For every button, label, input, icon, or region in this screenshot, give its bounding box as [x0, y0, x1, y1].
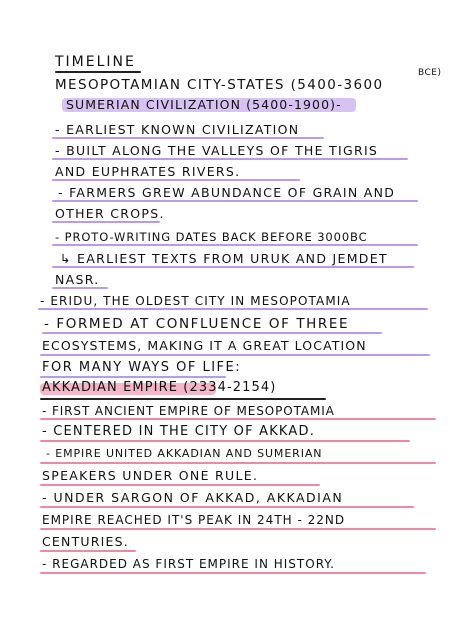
- note-line: ECOSYSTEMS, MAKING IT A GREAT LOCATION: [42, 338, 367, 353]
- note-line: ↳ EARLIEST TEXTS FROM URUK AND JEMDET: [60, 251, 388, 266]
- note-line: - FIRST ANCIENT EMPIRE OF MESOPOTAMIA: [42, 404, 335, 418]
- line-underline: [40, 528, 436, 530]
- note-line: - FARMERS GREW ABUNDANCE OF GRAIN AND: [58, 185, 396, 200]
- page-title: TIMELINE: [55, 54, 136, 70]
- note-line: OTHER CROPS.: [55, 206, 165, 221]
- note-line: - REGARDED AS FIRST EMPIRE IN HISTORY.: [42, 557, 335, 571]
- title-underline: [55, 71, 141, 73]
- note-line: CENTURIES.: [42, 534, 129, 549]
- line-underline: [40, 550, 136, 552]
- line-underline: [40, 572, 426, 574]
- note-line: - EARLIEST KNOWN CIVILIZATION: [55, 122, 300, 137]
- heading-underline: [40, 398, 326, 400]
- note-line: - EMPIRE UNITED AKKADIAN AND SUMERIAN: [46, 447, 323, 460]
- line-underline: [40, 484, 320, 486]
- line-underline: [52, 221, 160, 223]
- line-underline: [40, 376, 226, 378]
- note-line: - ERIDU, THE OLDEST CITY IN MESOPOTAMIA: [40, 294, 351, 308]
- line-underline: [40, 354, 430, 356]
- note-line: - CENTERED IN THE CITY OF AKKAD.: [42, 424, 316, 439]
- note-line: EMPIRE REACHED IT'S PEAK IN 24TH - 22ND: [42, 513, 346, 527]
- line-underline: [52, 137, 324, 139]
- line-underline: [40, 506, 414, 508]
- line-underline: [40, 440, 410, 442]
- bce-note: BCE): [418, 68, 442, 78]
- line-underline: [38, 308, 428, 310]
- line-underline: [52, 158, 408, 160]
- note-line: AND EUPHRATES RIVERS.: [55, 164, 241, 179]
- line-underline: [52, 200, 418, 202]
- line-underline: [40, 462, 436, 464]
- note-line: FOR MANY WAYS OF LIFE:: [42, 360, 242, 375]
- line-underline: [52, 287, 108, 289]
- heading-akkadian: AKKADIAN EMPIRE (2334-2154): [42, 380, 277, 395]
- heading-city-states: MESOPOTAMIAN CITY-STATES (5400-3600: [55, 77, 384, 93]
- note-line: - FORMED AT CONFLUENCE OF THREE: [44, 316, 350, 332]
- note-line: - UNDER SARGON OF AKKAD, AKKADIAN: [42, 490, 344, 505]
- line-underline: [42, 332, 382, 334]
- line-underline: [40, 418, 436, 420]
- heading-sumerian: SUMERIAN CIVILIZATION (5400-1900)-: [66, 97, 342, 112]
- line-underline: [52, 179, 300, 181]
- note-line: - PROTO-WRITING DATES BACK BEFORE 3000BC: [55, 230, 368, 244]
- note-line: SPEAKERS UNDER ONE RULE.: [42, 468, 259, 483]
- line-underline: [52, 244, 418, 246]
- note-line: NASR.: [55, 272, 100, 287]
- note-line: - BUILT ALONG THE VALLEYS OF THE TIGRIS: [55, 143, 379, 158]
- line-underline: [52, 266, 414, 268]
